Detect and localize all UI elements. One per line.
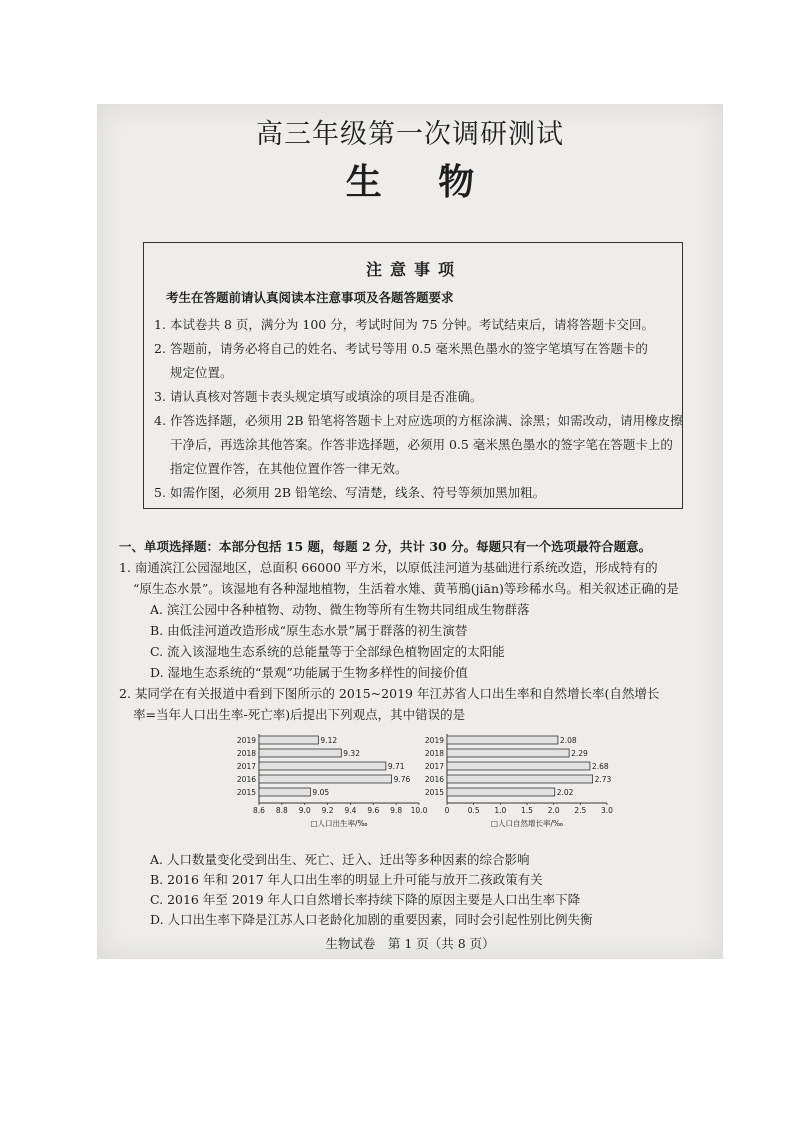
notice-item-number: 4. [154,413,166,428]
notice-title: 注意事项 [365,260,462,279]
bar-value-label: 2.29 [571,749,588,758]
x-tick-label: 1.0 [494,806,507,815]
bar-value-label: 9.32 [343,749,360,758]
category-label: 2019 [236,736,256,745]
x-tick-label: 2.5 [574,806,587,815]
bar-value-label: 9.76 [393,775,411,784]
q2-option-a: A. 人口数量变化受到出生、死亡、迁入、迁出等多种因素的综合影响 [150,852,530,867]
bar [447,749,569,757]
notice-item-line: 干净后，再选涂其他答案。作答非选择题，必须用 0.5 毫米黑色墨水的签字笔在答题卡上的 [170,437,673,452]
q1-option-c: C. 流入该湿地生态系统的总能量等于全部绿色植物固定的太阳能 [150,644,505,659]
notice-item [154,481,690,505]
bar-value-label: 2.08 [559,736,577,745]
notice-items [154,313,684,503]
category-label: 2015 [424,788,444,797]
notice-item-text [170,481,690,505]
bar [447,762,590,770]
natural-growth-rate-chart [415,730,615,845]
bar [259,775,392,783]
x-axis-label: □人口出生率/‰ [310,819,368,828]
category-label: 2018 [424,749,444,758]
page-footer: 生物试卷 第 1 页（共 8 页） [325,936,495,951]
q2-line-2: 率=当年人口出生率-死亡率)后提出下列观点，其中错误的是 [133,707,466,722]
notice-item [154,313,690,337]
bar-value-label: 2.02 [556,788,574,797]
category-label: 2019 [424,736,444,745]
x-tick-label: 9.8 [390,806,403,815]
notice-item-text [170,385,690,409]
exam-title: 高三年级第一次调研测试 [256,119,564,150]
q1-option-a: A. 滨江公园中各种植物、动物、微生物等所有生物共同组成生物群落 [150,602,530,617]
bar [447,775,593,783]
bar-value-label: 2.68 [591,762,609,771]
notice-item [154,385,690,409]
category-label: 2016 [424,775,444,784]
notice-item-number: 1. [154,317,166,332]
notice-item-line: 请认真核对答题卡表头规定填写或填涂的项目是否准确。 [170,389,483,404]
x-tick-label: 9.0 [298,806,311,815]
notice-item-line: 答题前，请务必将自己的姓名、考试号等用 0.5 毫米黑色墨水的签字笔填写在答题卡的 [170,341,648,356]
birth-rate-chart [227,730,427,845]
notice-item-number: 3. [154,389,166,404]
bar [259,762,386,770]
q2-option-b: B. 2016 年和 2017 年人口出生率的明显上升可能与放开二孩政策有关 [150,872,543,887]
x-tick-label: 9.4 [344,806,357,815]
q1-option-d: D. 湿地生态系统的“景观”功能属于生物多样性的间接价值 [150,665,468,680]
bar-value-label: 9.05 [312,788,330,797]
x-tick-label: 0 [444,806,450,815]
bar-value-label: 9.12 [320,736,338,745]
notice-item [154,337,690,385]
subject-title: 生 物 [345,161,497,203]
notice-item-line: 指定位置作答，在其他位置作答一律无效。 [170,461,408,476]
category-label: 2017 [424,762,444,771]
notice-item-number: 5. [154,485,166,500]
notice-item-line: 规定位置。 [170,365,233,380]
x-tick-label: 2.0 [547,806,560,815]
bar-value-label: 9.71 [387,762,405,771]
notice-item-text [170,337,690,385]
notice-item-line: 如需作图，必须用 2B 铅笔绘、写清楚，线条、符号等须加黑加粗。 [170,485,546,500]
x-tick-label: 10.0 [410,806,427,815]
category-label: 2015 [236,788,256,797]
notice-item [154,409,690,481]
notice-item-line: 作答选择题，必须用 2B 铅笔将答题卡上对应选项的方框涂满、涂黑；如需改动，请用橡皮擦 [170,413,683,428]
q1-line-2: “原生态水景”。该湿地有各种湿地植物，生活着水雉、黄苇鳽(jiān)等珍稀水鸟。相关叙述正确的是 [133,581,679,596]
x-axis-label: □人口自然增长率/‰ [490,819,564,828]
q1-option-b: B. 由低洼河道改造形成“原生态水景”属于群落的初生演替 [150,623,468,638]
exam-paper [97,104,723,959]
notice-intro: 考生在答题前请认真阅读本注意事项及各题答题要求 [166,290,454,305]
x-tick-label: 8.8 [275,806,288,815]
bar [447,736,558,744]
x-tick-label: 1.5 [521,806,533,815]
category-label: 2017 [236,762,256,771]
notice-item-text [170,409,690,481]
section-title: 一、单项选择题：本部分包括 15 题，每题 2 分，共计 30 分。每题只有一个选项最符合题意。 [119,539,652,554]
bar-value-label: 2.73 [594,775,612,784]
q2-option-d: D. 人口出生率下降是江苏人口老龄化加剧的重要因素，同时会引起性别比例失衡 [150,912,593,927]
q1-line-1: 1. 南通滨江公园湿地区，总面积 66000 平方米，以原低洼河道为基础进行系统改造，形成特有的 [119,560,658,575]
q2-line-1: 2. 某同学在有关报道中看到下图所示的 2015~2019 年江苏省人口出生率和自然增长率(自然增长 [119,686,660,701]
x-tick-label: 3.0 [601,806,613,815]
bar [259,788,310,796]
notice-item-line: 本试卷共 8 页，满分为 100 分，考试时间为 75 分钟。考试结束后，请将答题卡交回。 [170,317,655,332]
bar [259,749,341,757]
x-tick-label: 9.6 [367,806,380,815]
x-tick-label: 9.2 [321,806,334,815]
notice-item-text [170,313,690,337]
x-tick-label: 8.6 [253,806,265,815]
x-tick-label: 0.5 [467,806,480,815]
notice-item-number: 2. [154,341,166,356]
category-label: 2018 [236,749,256,758]
bar [259,736,318,744]
notice-box [143,242,683,509]
bar [447,788,555,796]
q2-option-c: C. 2016 年至 2019 年人口自然增长率持续下降的原因主要是人口出生率下降 [150,892,581,907]
category-label: 2016 [236,775,256,784]
